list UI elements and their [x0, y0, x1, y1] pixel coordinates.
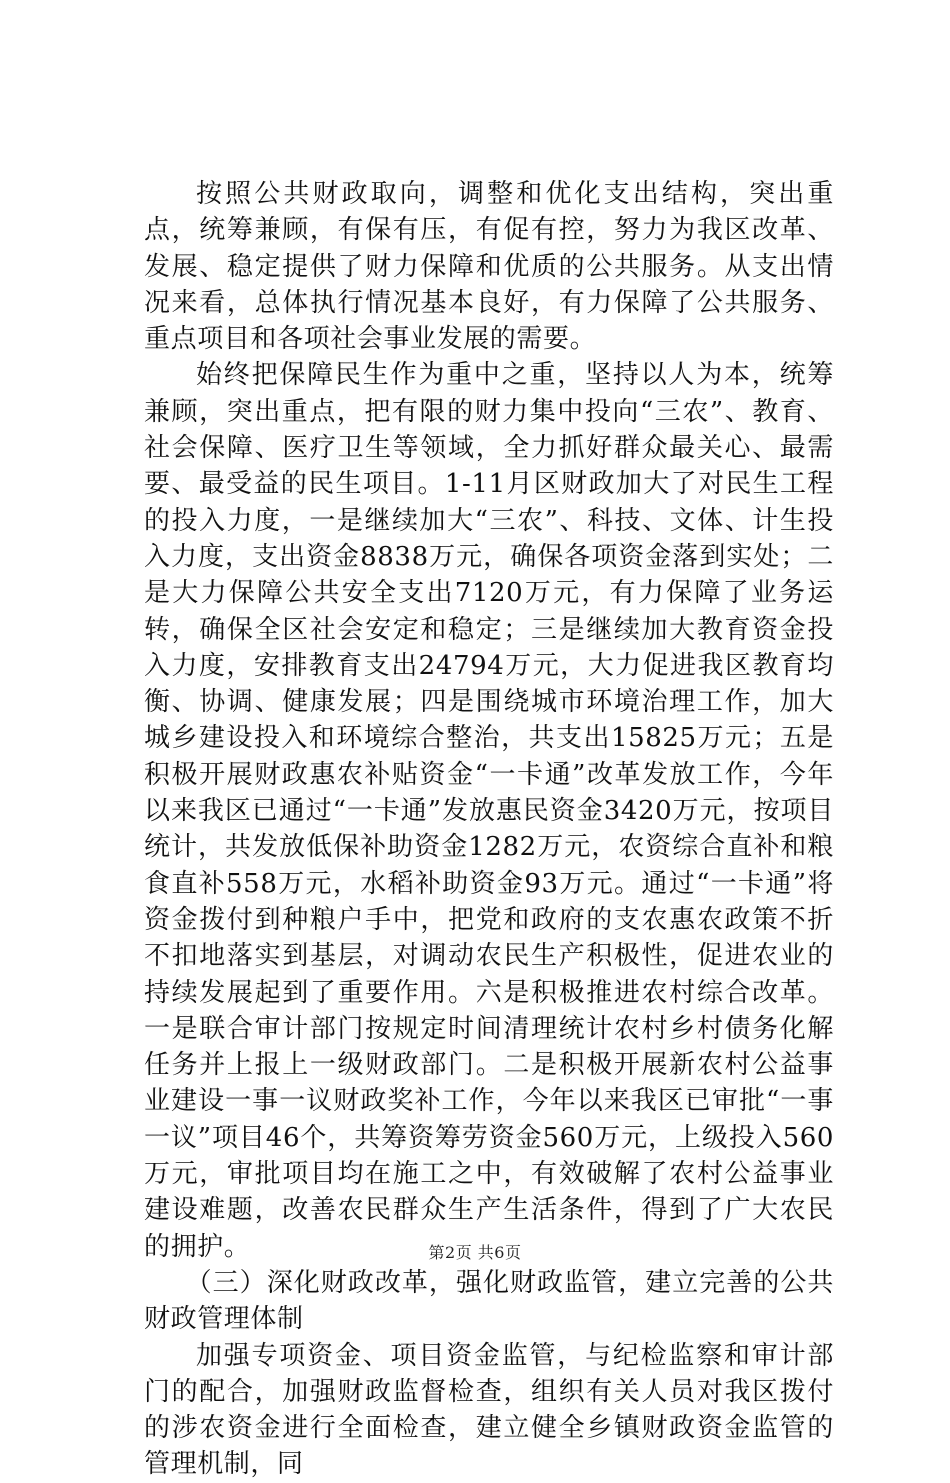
paragraph-expenditure-structure: 按照公共财政取向，调整和优化支出结构，突出重点，统筹兼顾，有保有压，有促有控，努力为我区改革、发展、稳定提供了财力保障和优质的公共服务。从支出情况来看，总体执行情况基本良好，有力保障了公共服务、重点项目和各项社会事业发展的需要。	[144, 179, 834, 355]
page-number-footer: 第2页 共6页	[428, 1243, 522, 1262]
paragraph-fund-supervision: 加强专项资金、项目资金监管，与纪检监察和审计部门的配合，加强财政监督检查，组织有关人员对我区拨付的涉农资金进行全面检查，建立健全乡镇财政资金监管的管理机制，同	[144, 1340, 834, 1480]
section-heading-fiscal-reform: （三）深化财政改革，强化财政监管，建立完善的公共财政管理体制	[144, 1267, 834, 1335]
paragraph-livelihood-spending: 始终把保障民生作为重中之重，坚持以人为本，统筹兼顾，突出重点，把有限的财力集中投向“三农”、教育、社会保障、医疗卫生等领域，全力抓好群众最关心、最需要、最受益的民生项目。1-11月区财政加大了对民生工程的投入力度，一是继续加大“三农”、科技、文体、计生投入力度，支出资金8838万元，确保各项资金落到实处；二是大力保障公共安全支出7120万元，有力保障了业务运转，确保全区社会安定和稳定；三是继续加大教育资金投入力度，安排教育支出24794万元，大力促进我区教育均衡、协调、健康发展；四是围绕城市环境治理工作，加大城乡建设投入和环境综合整治，共支出15825万元；五是积极开展财政惠农补贴资金“一卡通”改革发放工作，今年以来我区已通过“一卡通”发放惠民资金3420万元，按项目统计，共发放低保补助资金1282万元，农资综合直补和粮食直补558万元，水稻补助资金93万元。通过“一卡通”将资金拨付到种粮户手中，把党和政府的支农惠农政策不折不扣地落实到基层，对调动农民生产积极性，促进农业的持续发展起到了重要作用。六是积极推进农村综合改革。一是联合审计部门按规定时间清理统计农村乡村债务化解任务并上报上一级财政部门。二是积极开展新农村公益事业建设一事一议财政奖补工作，今年以来我区已审批“一事一议”项目46个，共筹资筹劳资金560万元，上级投入560万元，审批项目均在施工之中，有效破解了农村公益事业建设难题，改善农民群众生产生活条件，得到了广大农民的拥护。	[144, 360, 834, 1262]
document-body	[144, 176, 834, 1483]
